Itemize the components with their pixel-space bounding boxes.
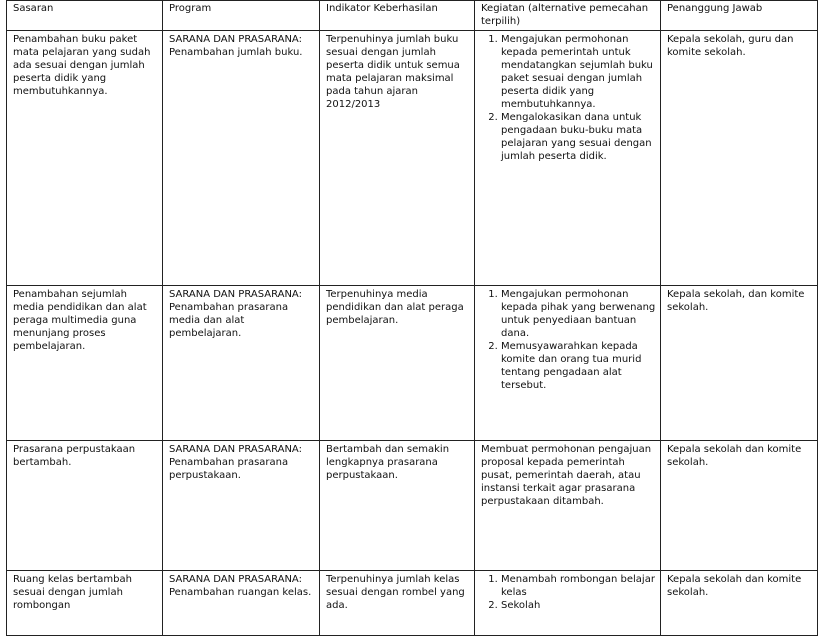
list-item: 1. Mengajukan permohonan kepada pihak yang berwenang untuk penyediaan bantuan dana. (501, 288, 656, 340)
cell-sasaran: Penambahan sejumlah media pendidikan dan alat peraga multimedia guna menunjang proses pembelajaran. (7, 286, 163, 441)
kegiatan-list (481, 33, 656, 163)
cell-penanggung-jawab: Kepala sekolah dan komite sekolah. (661, 441, 818, 571)
kegiatan-list (481, 288, 656, 392)
table-row (7, 286, 818, 441)
header-kegiatan: Kegiatan (alternative pemecahan terpilih) (475, 1, 661, 31)
header-indikator: Indikator Keberhasilan (320, 1, 475, 31)
cell-penanggung-jawab: Kepala sekolah, guru dan komite sekolah. (661, 31, 818, 286)
cell-indikator: Terpenuhinya jumlah kelas sesuai dengan rombel yang ada. (320, 571, 475, 636)
cell-program: SARANA DAN PRASARANA: Penambahan jumlah buku. (163, 31, 320, 286)
cell-indikator: Terpenuhinya jumlah buku sesuai dengan jumlah peserta didik untuk semua mata pelajaran maksimal pada tahun ajaran 2012/2013 (320, 31, 475, 286)
cell-kegiatan (475, 571, 661, 636)
list-item: 2. Sekolah (501, 599, 656, 612)
cell-sasaran: Penambahan buku paket mata pelajaran yang sudah ada sesuai dengan jumlah peserta didik yang membutuhkannya. (7, 31, 163, 286)
header-sasaran: Sasaran (7, 1, 163, 31)
cell-penanggung-jawab: Kepala sekolah dan komite sekolah. (661, 571, 818, 636)
cell-program: SARANA DAN PRASARANA: Penambahan prasarana perpustakaan. (163, 441, 320, 571)
header-program: Program (163, 1, 320, 31)
kegiatan-list (481, 573, 656, 612)
list-item: 1. Mengajukan permohonan kepada pemerintah untuk mendatangkan sejumlah buku paket sesuai dengan jumlah peserta didik yang membutuhkannya. (501, 33, 656, 111)
cell-sasaran: Prasarana perpustakaan bertambah. (7, 441, 163, 571)
cell-program: SARANA DAN PRASARANA: Penambahan ruangan kelas. (163, 571, 320, 636)
cell-kegiatan: Membuat permohonan pengajuan proposal kepada pemerintah pusat, pemerintah daerah, atau instansi terkait agar prasarana perpustakaan ditambah. (475, 441, 661, 571)
table-row (7, 571, 818, 636)
plan-table (6, 0, 818, 636)
cell-program: SARANA DAN PRASARANA: Penambahan prasarana media dan alat pembelajaran. (163, 286, 320, 441)
cell-indikator: Bertambah dan semakin lengkapnya prasarana perpustakaan. (320, 441, 475, 571)
list-item: 2. Memusyawarahkan kepada komite dan orang tua murid tentang pengadaan alat tersebut. (501, 340, 656, 392)
header-penanggung-jawab: Penanggung Jawab (661, 1, 818, 31)
cell-kegiatan (475, 31, 661, 286)
cell-indikator: Terpenuhinya media pendidikan dan alat peraga pembelajaran. (320, 286, 475, 441)
header-row (7, 1, 818, 31)
table-row (7, 31, 818, 286)
cell-sasaran: Ruang kelas bertambah sesuai dengan jumlah rombongan (7, 571, 163, 636)
list-item: 1. Menambah rombongan belajar kelas (501, 573, 656, 599)
table-row (7, 441, 818, 571)
cell-penanggung-jawab: Kepala sekolah, dan komite sekolah. (661, 286, 818, 441)
list-item: 2. Mengalokasikan dana untuk pengadaan buku-buku mata pelajaran yang sesuai dengan jumlah peserta didik. (501, 111, 656, 163)
cell-kegiatan (475, 286, 661, 441)
